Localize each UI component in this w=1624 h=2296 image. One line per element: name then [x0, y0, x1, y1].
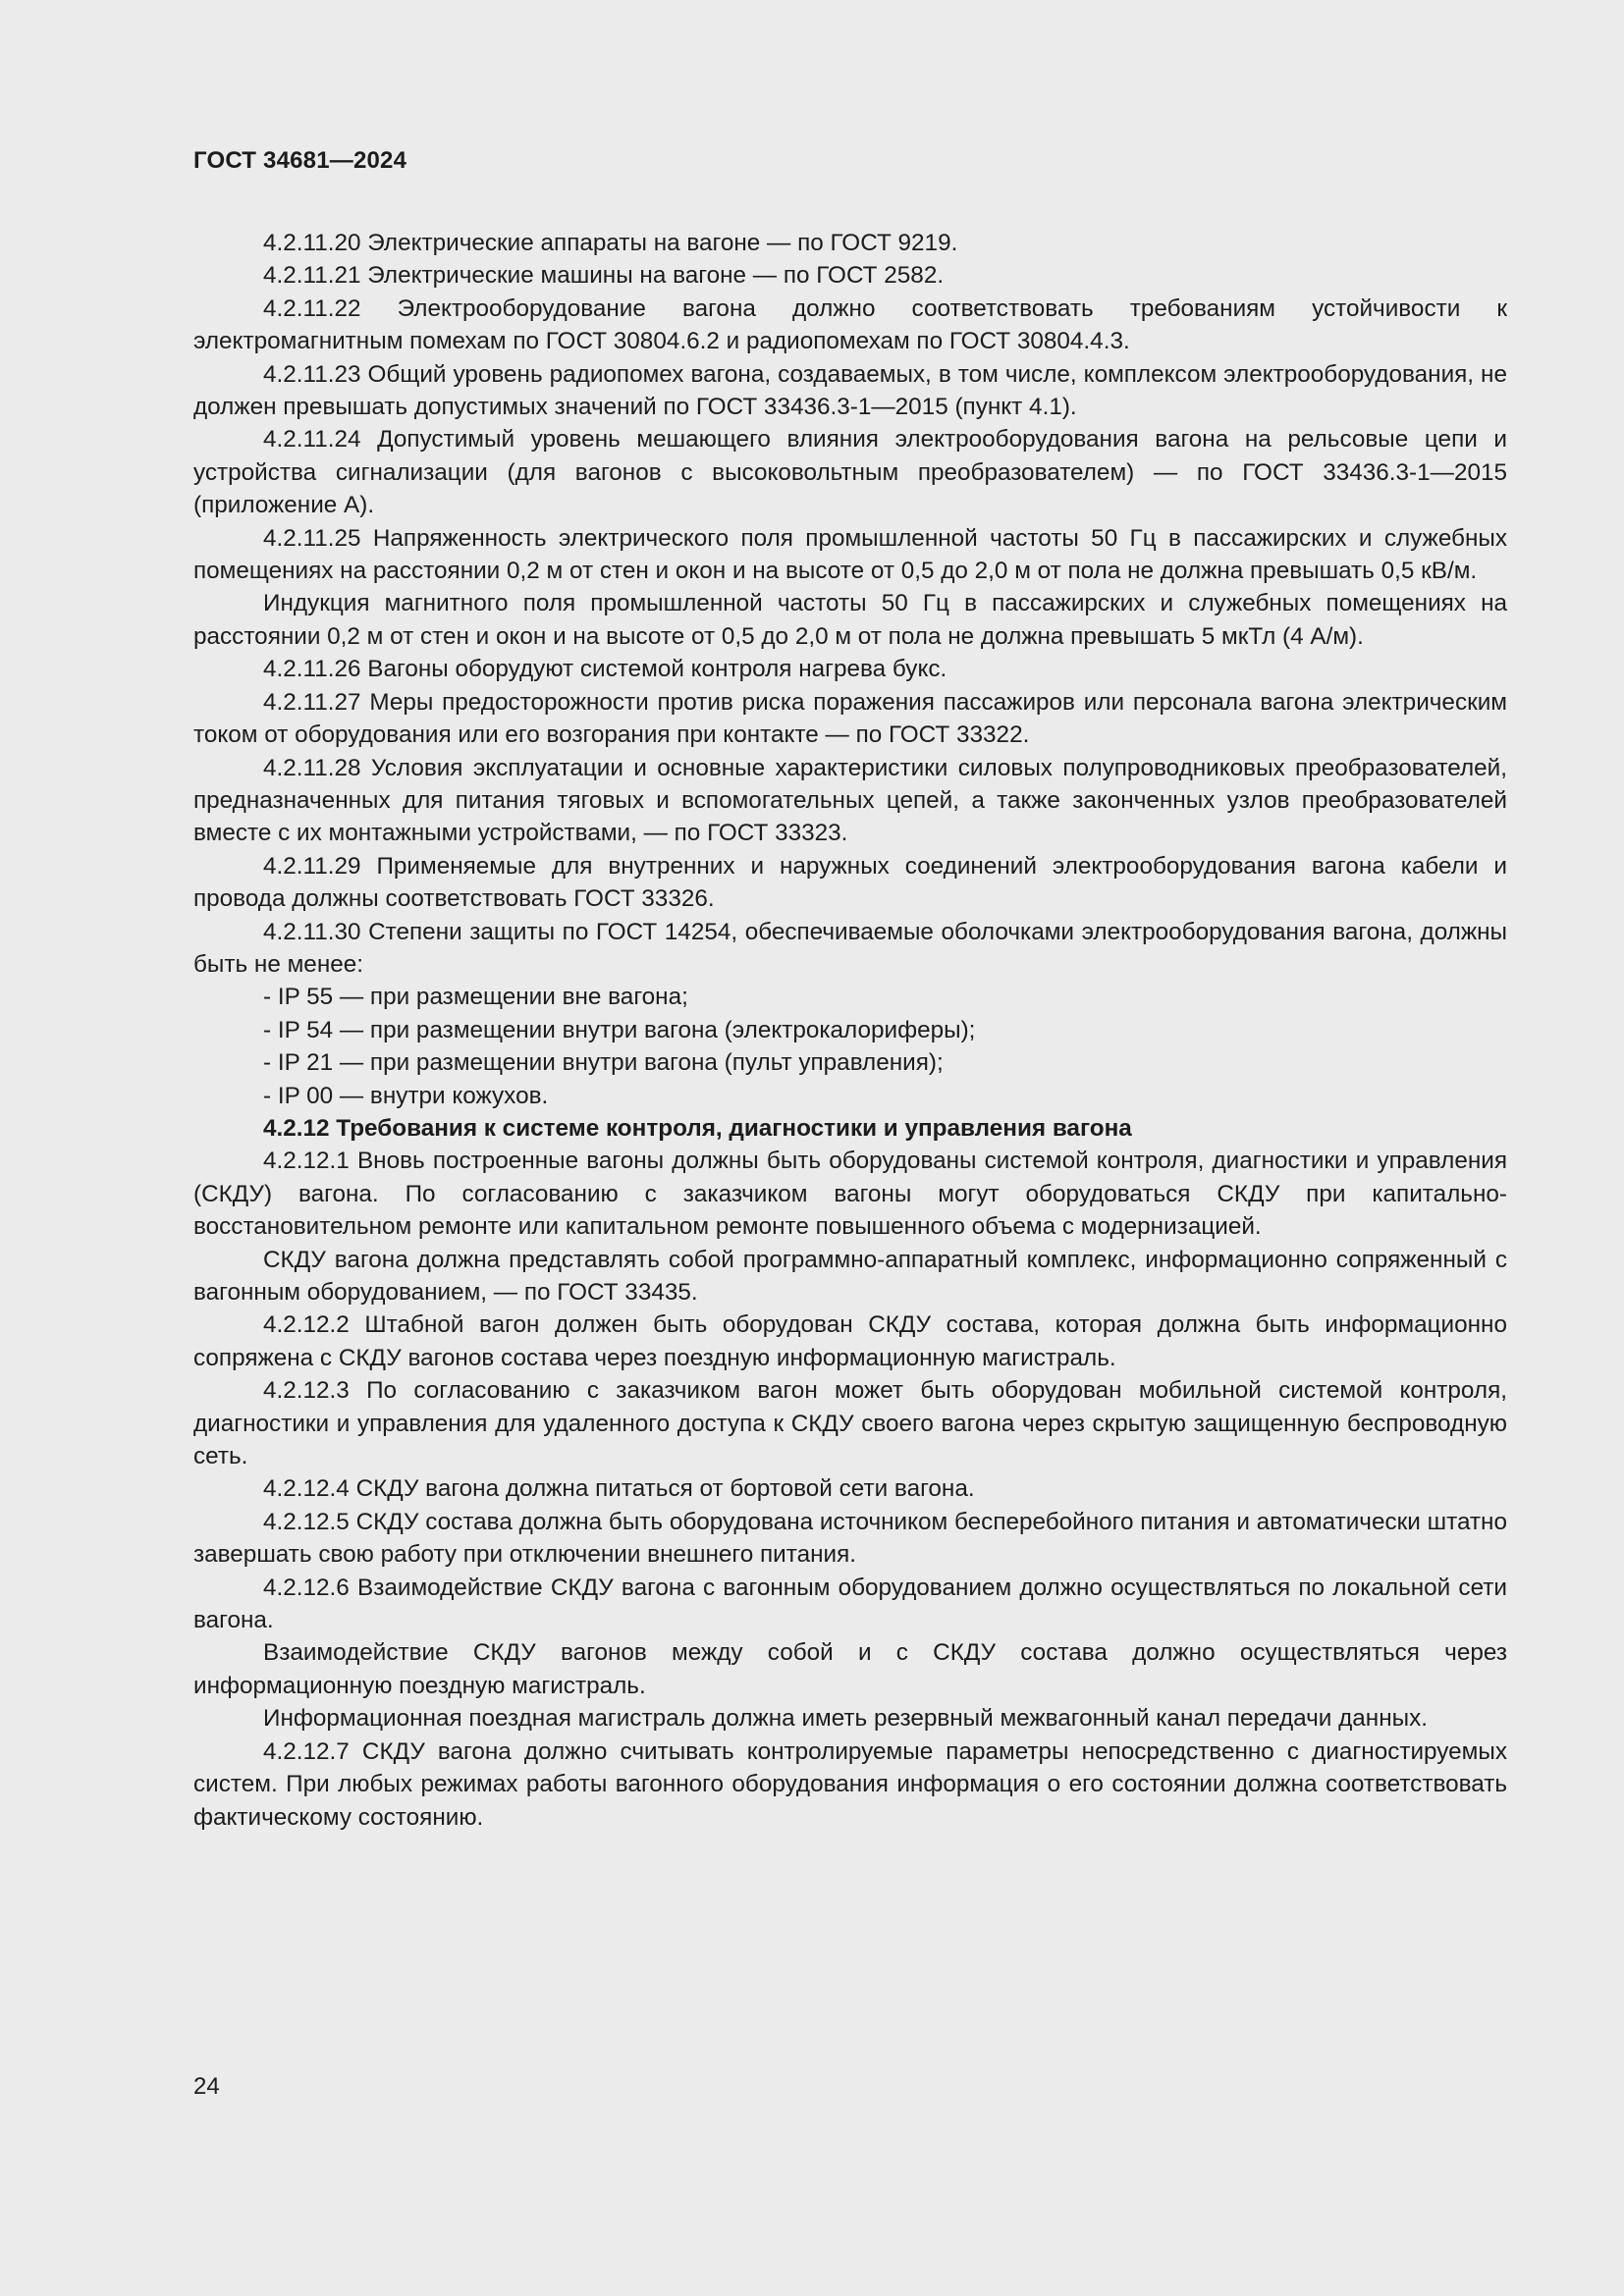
list-item: - IP 21 — при размещении внутри вагона (пульт управления);: [263, 1049, 944, 1077]
paragraph: 4.2.12.2 Штабной вагон должен быть оборудован СКДУ состава, которая должна быть информационно сопряжена с СКДУ вагонов состава через поездную информационную магистраль.: [193, 1311, 1507, 1371]
paragraph: Информационная поездная магистраль должна иметь резервный межвагонный канал передачи данных.: [263, 1705, 1428, 1733]
paragraph: 4.2.12.3 По согласованию с заказчиком вагон может быть оборудован мобильной системой контроля, диагностики и управления для удаленного доступа к СКДУ своего вагона через скрытую защищенную беспроводную сеть.: [193, 1377, 1507, 1470]
paragraph: 4.2.11.21 Электрические машины на вагоне — по ГОСТ 2582.: [263, 262, 945, 290]
paragraph: 4.2.11.27 Меры предосторожности против риска поражения пассажиров или персонала вагона электрическим током от оборудования или его возгорания при контакте — по ГОСТ 33322.: [193, 688, 1507, 749]
paragraph: 4.2.11.20 Электрические аппараты на вагоне — по ГОСТ 9219.: [263, 230, 958, 256]
paragraph: 4.2.11.25 Напряженность электрического поля промышленной частоты 50 Гц в пассажирских и служебных помещениях на расстоянии 0,2 м от стен и окон и на высоте от 0,5 до 2,0 м от пола не должна превышать 0,5 кВ/м.: [193, 524, 1507, 585]
document-header: ГОСТ 34681—2024: [193, 147, 407, 174]
paragraph: Индукция магнитного поля промышленной частоты 50 Гц в пассажирских и служебных помещениях на расстоянии 0,2 м от стен и окон и на высоте от 0,5 до 2,0 м от пола не должна превышать 5 мкТл (4 А/м).: [193, 590, 1507, 650]
list-item: - IP 54 — при размещении внутри вагона (электрокалориферы);: [263, 1016, 976, 1043]
list-item: - IP 00 — внутри кожухов.: [263, 1082, 549, 1109]
paragraph: 4.2.12.6 Взаимодействие СКДУ вагона с вагонным оборудованием должно осуществляться по локальной сети вагона.: [193, 1574, 1507, 1634]
document-body: [193, 227, 1507, 1834]
section-heading: 4.2.12 Требования к системе контроля, диагностики и управления вагона: [263, 1114, 1132, 1142]
page-number: 24: [193, 2073, 220, 2100]
paragraph: 4.2.11.29 Применяемые для внутренних и наружных соединений электрооборудования вагона кабели и провода должны соответствовать ГОСТ 33326.: [193, 852, 1507, 913]
paragraph: СКДУ вагона должна представлять собой программно-аппаратный комплекс, информационно сопряженный с вагонным оборудованием, — по ГОСТ 33435.: [193, 1246, 1507, 1306]
paragraph: 4.2.12.4 СКДУ вагона должна питаться от бортовой сети вагона.: [263, 1475, 975, 1503]
paragraph: 4.2.11.30 Степени защиты по ГОСТ 14254, обеспечиваемые оболочками электрооборудования вагона, должны быть не менее:: [193, 918, 1507, 978]
paragraph: Взаимодействие СКДУ вагонов между собой и с СКДУ состава должно осуществляться через информационную поездную магистраль.: [193, 1639, 1507, 1699]
paragraph: 4.2.12.1 Вновь построенные вагоны должны быть оборудованы системой контроля, диагностики и управления (СКДУ) вагона. По согласованию с заказчиком вагоны могут оборудоваться СКДУ при капитально-восстановительном ремонте или капитальном ремонте повышенного объема с модернизацией.: [193, 1148, 1507, 1241]
paragraph: 4.2.12.7 СКДУ вагона должно считывать контролируемые параметры непосредственно с диагностируемых систем. При любых режимах работы вагонного оборудования информация о его состоянии должна соответствовать фактическому состоянию.: [193, 1737, 1507, 1831]
paragraph: 4.2.12.5 СКДУ состава должна быть оборудована источником бесперебойного питания и автоматически штатно завершать свою работу при отключении внешнего питания.: [193, 1508, 1507, 1569]
paragraph: 4.2.11.22 Электрооборудование вагона должно соответствовать требованиям устойчивости к электромагнитным помехам по ГОСТ 30804.6.2 и радиопомехам по ГОСТ 30804.4.3.: [193, 294, 1507, 355]
list-item: - IP 55 — при размещении вне вагона;: [263, 984, 688, 1011]
paragraph: 4.2.11.26 Вагоны оборудуют системой контроля нагрева букс.: [263, 656, 947, 683]
paragraph: 4.2.11.24 Допустимый уровень мешающего влияния электрооборудования вагона на рельсовые цепи и устройства сигнализации (для вагонов с высоковольтным преобразователем) — по ГОСТ 33436.3-1—2015 (приложение А).: [193, 426, 1507, 519]
paragraph: 4.2.11.23 Общий уровень радиопомех вагона, создаваемых, в том числе, комплексом электрооборудования, не должен превышать допустимых значений по ГОСТ 33436.3-1—2015 (пункт 4.1).: [193, 360, 1507, 421]
paragraph: 4.2.11.28 Условия эксплуатации и основные характеристики силовых полупроводниковых преобразователей, предназначенных для питания тяговых и вспомогательных цепей, а также законченных узлов преобразователей вместе с их монтажными устройствами, — по ГОСТ 33323.: [193, 754, 1507, 847]
